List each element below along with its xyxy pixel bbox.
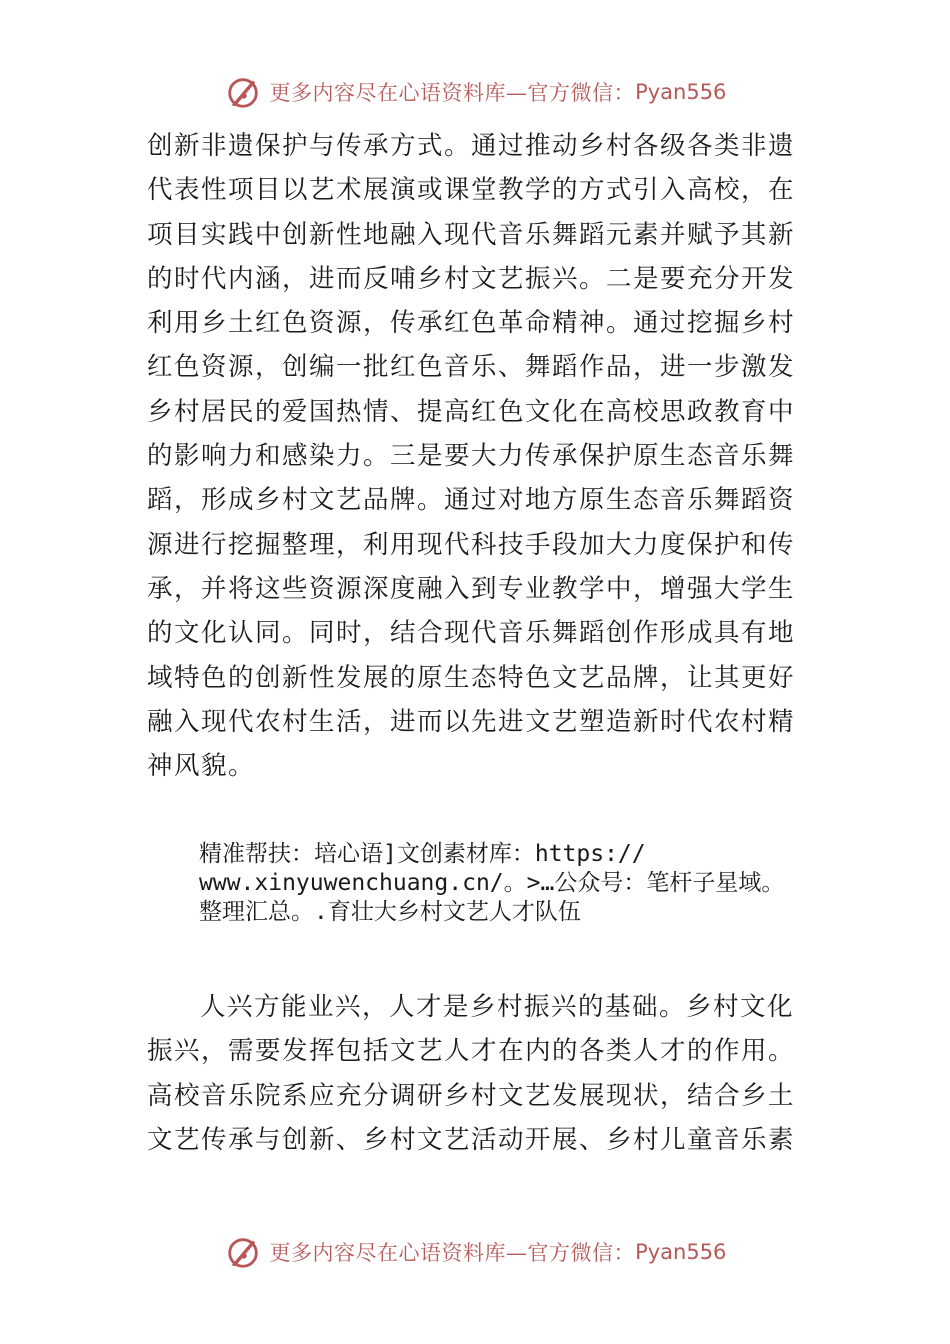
ad-line: 精准帮扶：培心语]文创素材库：https:// — [199, 841, 646, 867]
inserted-ad-text — [199, 840, 939, 927]
body-paragraph: 人兴方能业兴，人才是乡村振兴的基础。乡村文化振兴，需要发挥包括文艺人才在内的各类人才的作用。高校音乐院系应充分调研乡村文艺发展现状，结合乡土文艺传承与创新、乡村文艺活动开展、乡村儿童音乐素 — [147, 992, 796, 1155]
watermark-text: 更多内容尽在心语资料库—官方微信： — [269, 81, 636, 105]
section-heading: 整理汇总。.育壮大乡村文艺人才队伍 — [199, 899, 581, 925]
watermark-wechat-id: Pyan556 — [635, 80, 727, 104]
watermark-header — [0, 70, 950, 114]
body-paragraph: 创新非遗保护与传承方式。通过推动乡村各级各类非遗代表性项目以艺术展演或课堂教学的方式引入高校，在项目实践中创新性地融入现代音乐舞蹈元素并赋予其新的时代内涵，进而反哺乡村文艺振兴。二是要充分开发利用乡土红色资源，传承红色革命精神。通过挖掘乡村红色资源，创编一批红色音乐、舞蹈作品，进一步激发乡村居民的爱国热情、提高红色文化在高校思政教育中的影响力和感染力。三是要大力传承保护原生态音乐舞蹈，形成乡村文艺品牌。通过对地方原生态音乐舞蹈资源进行挖掘整理，利用现代科技手段加大力度保护和传承，并将这些资源深度融入到专业教学中，增强大学生的文化认同。同时，结合现代音乐舞蹈创作形成具有地域特色的创新性发展的原生态特色文艺品牌，让其更好融入现代农村生活，进而以先进文艺塑造新时代农村精神风貌。 — [147, 131, 796, 782]
brush-ring-logo-icon — [224, 1233, 262, 1271]
ad-line: www.xinyuwenchuang.cn/。>…公众号：笔杆子星域。 — [199, 870, 785, 896]
watermark-footer — [0, 1230, 950, 1274]
brush-ring-logo-icon — [224, 73, 262, 111]
watermark-text: 更多内容尽在心语资料库—官方微信： — [269, 1241, 636, 1265]
watermark-wechat-id: Pyan556 — [635, 1240, 727, 1264]
